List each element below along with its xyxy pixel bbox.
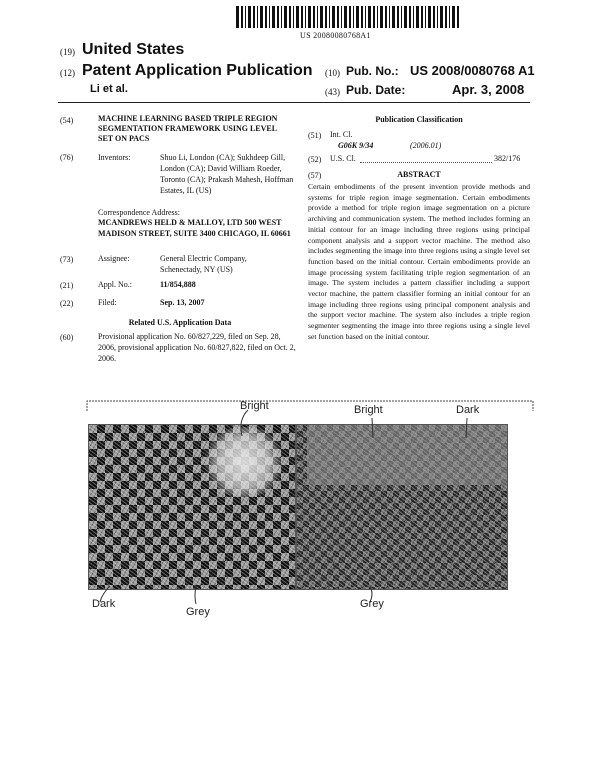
pub-no-code: (10) bbox=[325, 68, 340, 78]
title-code: (54) bbox=[60, 116, 74, 125]
abstract-heading: ABSTRACT bbox=[397, 170, 441, 179]
correspondence-address: MCANDREWS HELD & MALLOY, LTD 500 WEST MADISON STREET, SUITE 3400 CHICAGO, IL 60661 bbox=[98, 218, 291, 238]
barcode-bar bbox=[293, 6, 294, 28]
barcode-bar bbox=[320, 6, 323, 28]
abstract-text: Certain embodiments of the present invention provide methods and systems for triple region image segmentation. Certain embodiments provide a method for triple region image segmentation on a picture archiving and communication system. The method includes forming an initial contour for an image including three regions using principal component analysis and a support vector machine. The method also includes segmenting the image into three regions using a single level set function based on the initial contour. Certain embodiments provide an image processing system facilitating triple region segmentation of an image. The system includes a pattern classifier including a support vector machine, the pattern classifier forming an initial contour for an image including three regions using principal component analysis and the support vector machine. The system also includes a triple region segmenter segmenting the image into three regions using a single level set function based on the initial contour. bbox=[308, 182, 530, 341]
publication-type: Patent Application Publication bbox=[82, 62, 313, 79]
int-cl-value: G06K 9/34 bbox=[338, 141, 374, 150]
barcode-bar bbox=[272, 6, 275, 28]
barcode-bar bbox=[296, 6, 299, 28]
barcode-bar bbox=[260, 6, 263, 28]
pointer-right-bright bbox=[368, 416, 378, 440]
int-cl-code: (51) bbox=[308, 131, 322, 140]
barcode-bar bbox=[409, 6, 411, 28]
assignee-label: Assignee: bbox=[98, 254, 130, 263]
pub-date-code: (43) bbox=[325, 87, 340, 97]
filed-label: Filed: bbox=[98, 298, 117, 307]
label-left-bright: Bright bbox=[240, 400, 269, 412]
barcode-bar bbox=[281, 6, 282, 28]
barcode-bar bbox=[392, 6, 395, 28]
barcode-bar bbox=[449, 6, 450, 28]
inventors-label: Inventors: bbox=[98, 153, 131, 162]
pub-class-heading: Publication Classification bbox=[375, 115, 463, 124]
us-cl-value: 382/176 bbox=[494, 154, 521, 163]
label-right-bright: Bright bbox=[354, 404, 383, 416]
barcode-bar bbox=[457, 6, 459, 28]
barcode-bar bbox=[248, 6, 251, 28]
filed-date: Sep. 13, 2007 bbox=[160, 298, 205, 307]
related-heading: Related U.S. Application Data bbox=[128, 318, 232, 327]
barcode-bar bbox=[421, 6, 423, 28]
barcode-bar bbox=[257, 6, 258, 28]
barcode-bar bbox=[236, 6, 239, 28]
barcode-bar bbox=[341, 6, 342, 28]
barcode-bar bbox=[356, 6, 359, 28]
pointer-left-bright bbox=[236, 408, 252, 438]
barcode-bar bbox=[361, 6, 363, 28]
pub-date: Apr. 3, 2008 bbox=[452, 82, 525, 97]
barcode-bar bbox=[365, 6, 366, 28]
right-grey-texture bbox=[307, 425, 507, 485]
label-right-dark: Dark bbox=[456, 404, 480, 416]
barcode-bar bbox=[401, 6, 402, 28]
barcode-bar bbox=[440, 6, 443, 28]
barcode-bar bbox=[325, 6, 327, 28]
barcode-bar bbox=[433, 6, 435, 28]
barcode-bar bbox=[332, 6, 335, 28]
barcode-bar bbox=[397, 6, 399, 28]
related-code: (60) bbox=[60, 333, 74, 342]
pointer-left-grey bbox=[186, 584, 206, 606]
barcode-bar bbox=[353, 6, 354, 28]
barcode-bar bbox=[305, 6, 306, 28]
barcode-number: US 20080080768A1 bbox=[300, 31, 371, 40]
barcode-bar bbox=[389, 6, 390, 28]
appl-code: (21) bbox=[60, 281, 74, 290]
barcode-bar bbox=[265, 6, 267, 28]
barcode-bar bbox=[437, 6, 438, 28]
barcode-bar bbox=[313, 6, 315, 28]
header-rule bbox=[58, 102, 530, 103]
pointer-right-dark bbox=[462, 416, 472, 440]
pub-no-label: Pub. No.: bbox=[346, 64, 399, 78]
figure-right-panel bbox=[296, 424, 508, 590]
assignee-code: (73) bbox=[60, 255, 74, 264]
barcode-bar bbox=[277, 6, 279, 28]
barcode-bar bbox=[317, 6, 318, 28]
inventors: Shuo Li, London (CA); Sukhdeep Gill, London (CA); David William Roeder, Toronto (CA); Prakash Mahesh, Hoffman Estates, IL (US) bbox=[160, 153, 294, 195]
barcode-bar bbox=[349, 6, 351, 28]
barcode-bar bbox=[425, 6, 426, 28]
us-cl-leader bbox=[360, 153, 492, 163]
figure-left-panel bbox=[88, 424, 296, 590]
inventor-short: Li et al. bbox=[90, 83, 128, 95]
barcode-bar bbox=[284, 6, 287, 28]
type-code: (12) bbox=[60, 68, 75, 78]
barcode-bar bbox=[253, 6, 255, 28]
appl-label: Appl. No.: bbox=[98, 280, 132, 289]
barcode-bar bbox=[373, 6, 375, 28]
barcode-bar bbox=[413, 6, 414, 28]
inventors-code: (76) bbox=[60, 153, 74, 162]
barcode-bar bbox=[269, 6, 270, 28]
country-code: (19) bbox=[60, 47, 75, 57]
invention-title: MACHINE LEARNING BASED TRIPLE REGION SEGMENTATION FRAMEWORK USING LEVEL SET ON PACS bbox=[98, 114, 278, 143]
assignee: General Electric Company, Schenectady, NY (US) bbox=[160, 254, 247, 274]
barcode-bar bbox=[416, 6, 419, 28]
int-cl-date: (2006.01) bbox=[410, 141, 442, 150]
barcode-bar bbox=[445, 6, 447, 28]
related-data: Provisional application No. 60/827,229, filed on Sep. 28, 2006, provisional application No. 60/827,822, filed on Oct. 2, 2006. bbox=[98, 332, 296, 363]
barcode-bar bbox=[308, 6, 311, 28]
barcode-bar bbox=[404, 6, 407, 28]
barcode-bar bbox=[385, 6, 387, 28]
barcode-bar bbox=[344, 6, 347, 28]
label-left-grey: Grey bbox=[186, 606, 210, 618]
pub-date-label: Pub. Date: bbox=[346, 83, 406, 97]
us-cl-label: U.S. Cl. bbox=[330, 154, 356, 163]
barcode-bar bbox=[380, 6, 383, 28]
barcode-bar bbox=[289, 6, 291, 28]
barcode-bar bbox=[452, 6, 455, 28]
label-right-grey: Grey bbox=[360, 598, 384, 610]
appl-no: 11/854,888 bbox=[160, 280, 196, 289]
label-left-dark: Dark bbox=[92, 598, 116, 610]
barcode-bar bbox=[377, 6, 378, 28]
barcode-bar bbox=[368, 6, 371, 28]
barcode-bar bbox=[428, 6, 431, 28]
barcode-bar bbox=[337, 6, 339, 28]
correspondence-label: Correspondence Address: bbox=[98, 208, 180, 217]
abstract-code: (57) bbox=[308, 171, 322, 180]
country: United States bbox=[82, 41, 185, 58]
barcode-bar bbox=[245, 6, 246, 28]
barcode bbox=[236, 6, 460, 28]
filed-code: (22) bbox=[60, 299, 74, 308]
int-cl-label: Int. Cl. bbox=[330, 130, 353, 139]
barcode-bar bbox=[241, 6, 243, 28]
pub-no: US 2008/0080768 A1 bbox=[410, 63, 535, 78]
barcode-bar bbox=[329, 6, 330, 28]
barcode-bar bbox=[301, 6, 303, 28]
us-cl-code: (52) bbox=[308, 155, 322, 164]
